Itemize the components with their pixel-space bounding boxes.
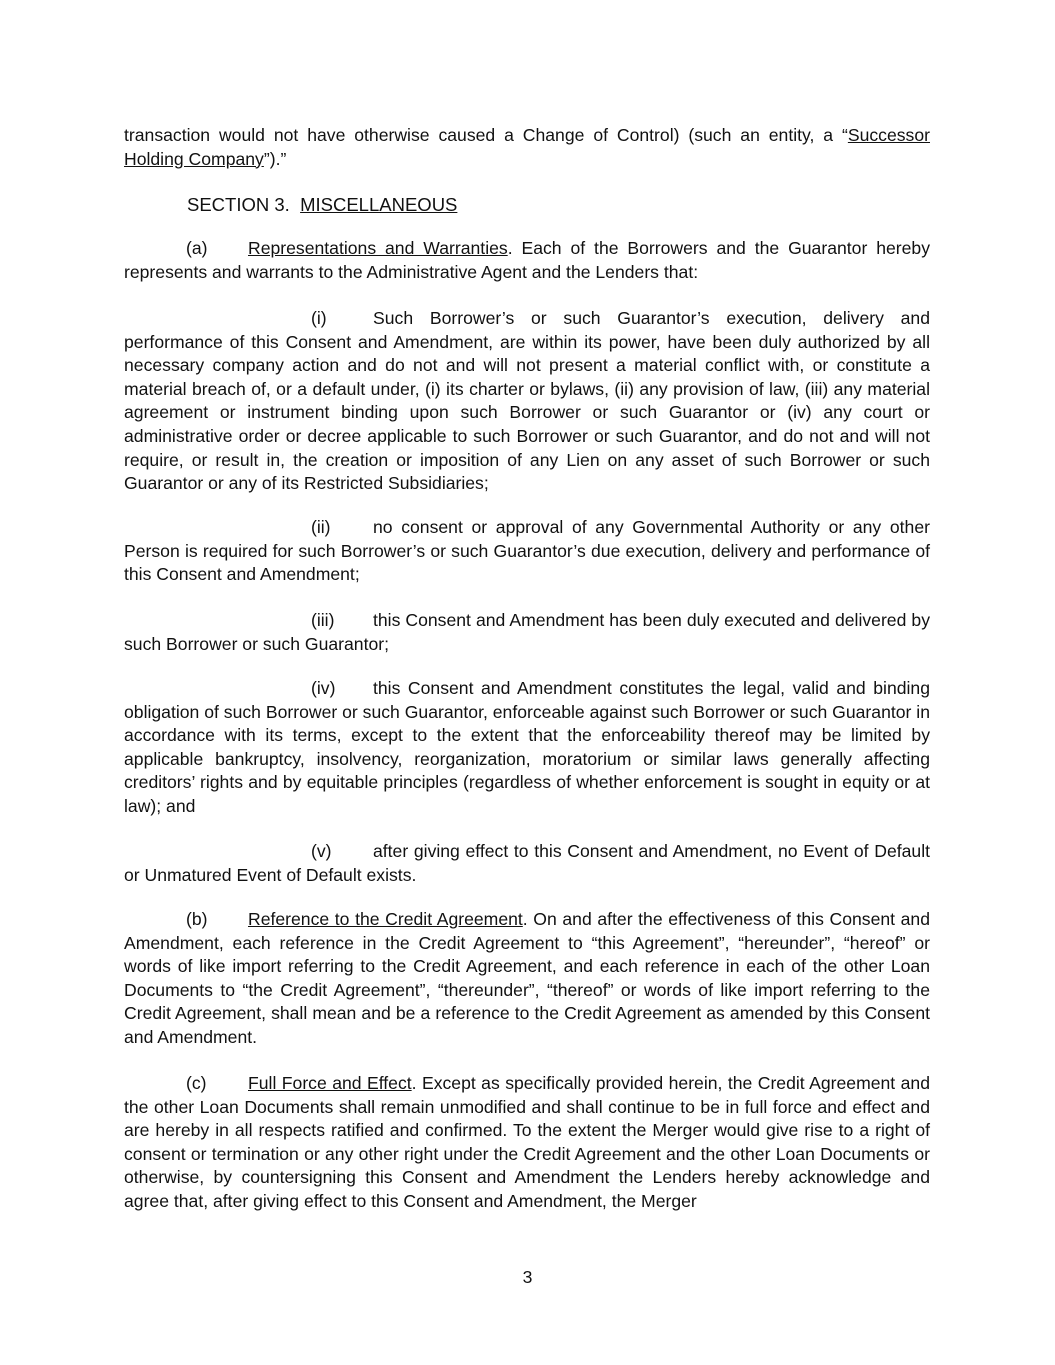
paragraph-c-title: Full Force and Effect	[248, 1073, 412, 1093]
paragraph-b-title: Reference to the Credit Agreement	[248, 909, 523, 929]
paragraph-c-label: (c)	[186, 1073, 207, 1093]
paragraph-b-text: . On and after the effectiveness of this Consent and Amendment, each reference in the Credit Agreement to “this Agreement”, “hereunder”, “hereof” or words of like import referring to the Credit Agreement, and each reference in each of the other Loan Documents to “the Credit Agreement”, “thereunder”, “thereof” or words of like import referring to the Credit Agreement, shall mean and be a reference to the Credit Agreement as amended by this Consent and Amendment.	[124, 909, 931, 1047]
item-i-text: Such Borrower’s or such Guarantor’s execution, delivery and performance of this Consent and Amendment, are within its power, have been duly authorized by all necessary company action and do not and will not present a material conflict with, or constitute a material breach of, or a default under, (i) its charter or bylaws, (ii) any provision of law, (iii) any material agreement or instrument binding upon such Borrower or such Guarantor or (iv) any court or administrative order or decree applicable to such Borrower or such Guarantor, and do not and will not require, or result in, the creation or imposition of any Lien on any asset of such Borrower or such Guarantor or any of its Restricted Subsidiaries;	[124, 308, 930, 494]
item-iii-text: this Consent and Amendment has been duly executed and delivered by such Borrower or such Guarantor;	[124, 610, 930, 654]
paragraph-c	[124, 1072, 930, 1214]
item-i	[124, 307, 930, 496]
intro-closing: ”).”	[263, 148, 287, 169]
item-ii	[124, 516, 930, 587]
item-iv-label: (iv)	[311, 678, 336, 698]
section-heading	[187, 193, 457, 217]
paragraph-b	[124, 908, 930, 1050]
section-number: SECTION 3.	[187, 194, 290, 215]
item-ii-label: (ii)	[311, 517, 331, 537]
item-i-label: (i)	[311, 308, 327, 328]
item-iv-text: this Consent and Amendment constitutes the legal, valid and binding obligation of such Borrower or such Guarantor, enforceable against such Borrower or such Guarantor in accordance with its terms, except to the extent that the enforceability thereof may be limited by applicable bankruptcy, insolvency, reorganization, moratorium or similar laws generally affecting creditors’ rights and by equitable principles (regardless of whether enforcement is sought in equity or at law); and	[124, 678, 930, 816]
item-ii-text: no consent or approval of any Governmental Authority or any other Person is required for such Borrower’s or such Guarantor’s due execution, delivery and performance of this Consent and Amendment;	[124, 517, 930, 585]
paragraph-a-label: (a)	[186, 238, 208, 258]
item-v	[124, 840, 930, 887]
section-title: MISCELLANEOUS	[300, 194, 458, 215]
paragraph-a-title: Representations and Warranties	[248, 238, 508, 258]
defined-term-successor-holding-company: Successor Holding Company	[124, 125, 930, 169]
intro-text: transaction would not have otherwise caused a Change of Control) (such an entity, a “	[124, 125, 848, 145]
item-iv	[124, 677, 930, 819]
item-iii-label: (iii)	[311, 610, 335, 630]
paragraph-c-text: . Except as specifically provided herein, the Credit Agreement and the other Loan Documents shall remain unmodified and shall continue to be in full force and effect and are hereby in all respects ratified and confirmed. To the extent the Merger would give rise to a right of consent or termination or any other right under the Credit Agreement and the other Loan Documents or otherwise, by countersigning this Consent and Amendment the Lenders hereby acknowledge and agree that, after giving effect to this Consent and Amendment, the Merger	[124, 1073, 930, 1211]
paragraph-a-text: . Each of the Borrowers and the Guarantor hereby represents and warrants to the Administrative Agent and the Lenders that:	[124, 238, 931, 282]
item-v-label: (v)	[311, 841, 332, 861]
intro-paragraph	[124, 124, 930, 171]
paragraph-b-label: (b)	[186, 909, 208, 929]
paragraph-a	[124, 237, 930, 284]
item-iii	[124, 609, 930, 656]
page-number: 3	[522, 1267, 533, 1287]
item-v-text: after giving effect to this Consent and Amendment, no Event of Default or Unmatured Event of Default exists.	[124, 841, 930, 885]
